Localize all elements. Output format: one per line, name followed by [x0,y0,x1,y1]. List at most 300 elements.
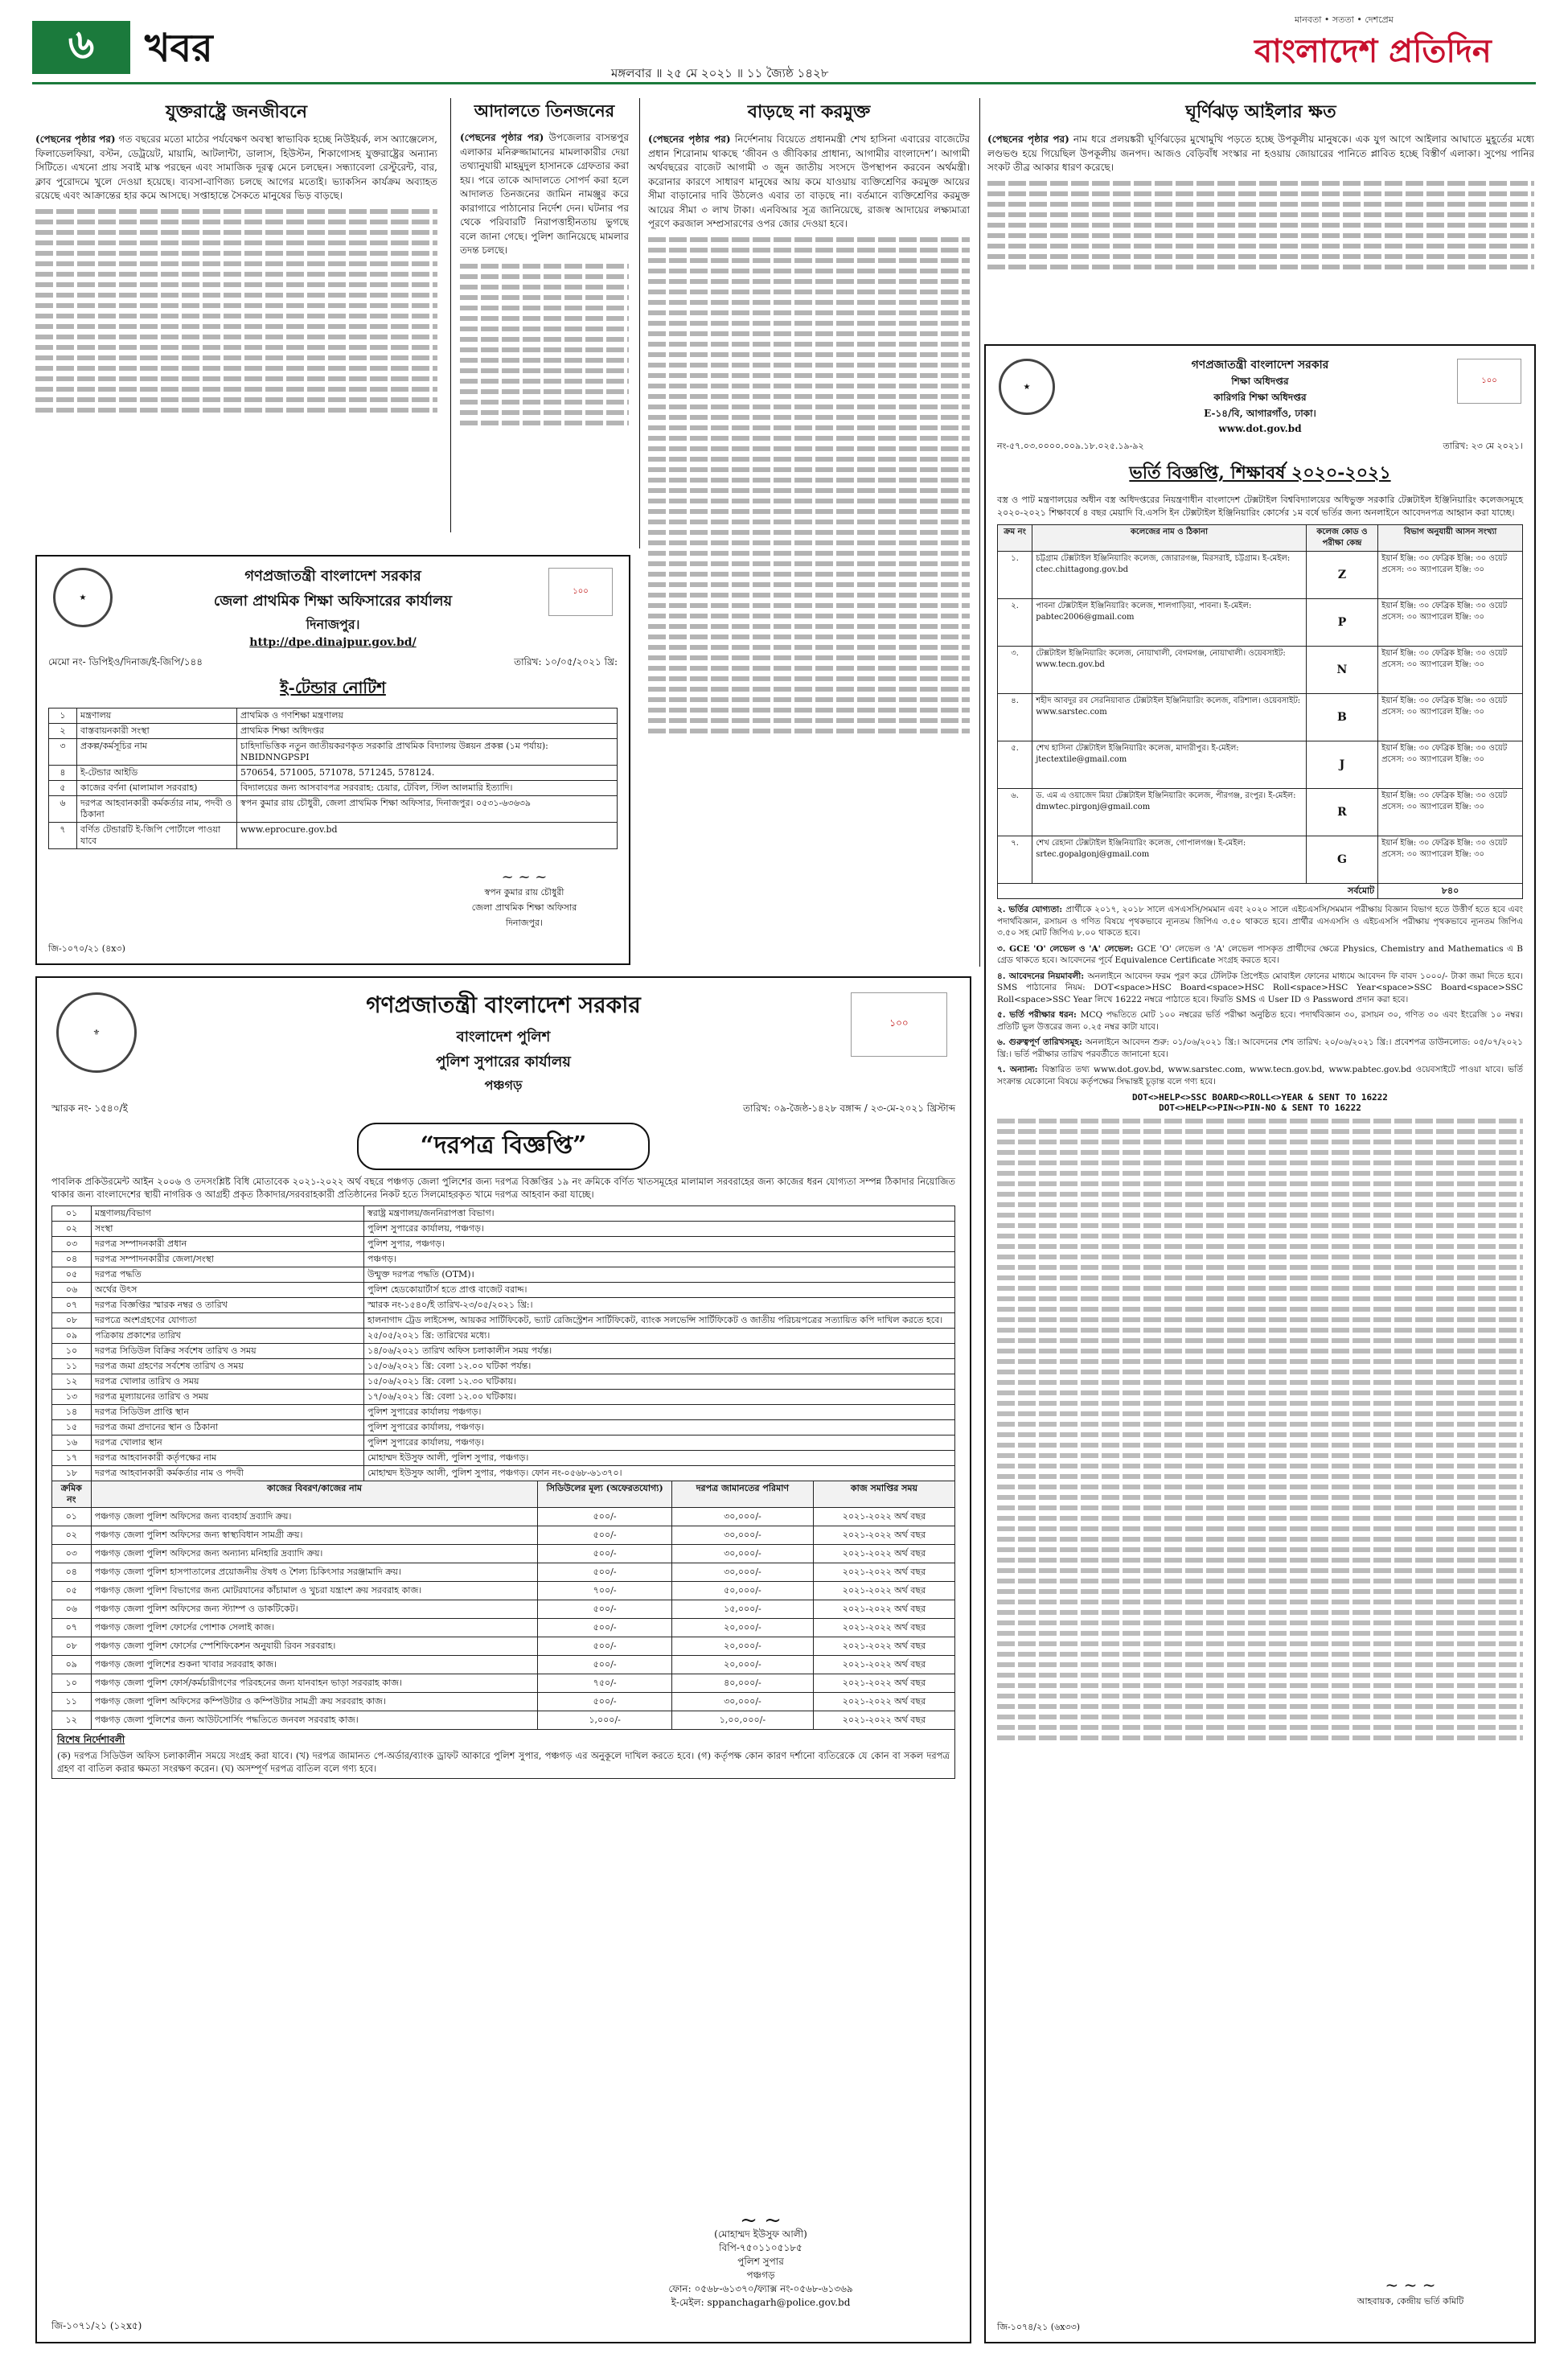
row-number: ৩ [49,739,77,766]
article-continuation [648,237,970,733]
notice-date: তারিখ: ০৯-জৈষ্ঠ-১৪২৮ বঙ্গাব্দ / ২৩-মে-২০২১ খ্রিস্টাব্দ [743,1103,955,1114]
section-heading: ৭. অন্যান্য: [997,1065,1042,1074]
row-value: প্রাথমিক শিক্ষা অধিদপ্তর [237,724,618,739]
row-number: ৬ [49,796,77,823]
row-number: ০৯ [52,1329,92,1344]
item-description: পঞ্চগড় জেলা পুলিশের শুকনা খাবার সরবরাহ কাজ। [91,1656,538,1674]
total-value: ৮৪০ [1378,884,1523,899]
police-seal-icon: ⚜ [56,992,137,1073]
section-title: খবর [145,26,213,71]
security-amount: ৩০,০০০/- [671,1508,813,1526]
section-heading: ২. ভর্তির যোগ্যতা: [997,905,1066,914]
row-number: ১৬ [52,1435,92,1451]
college-code: G [1306,836,1377,884]
article-aila [987,98,1534,331]
row-number: ০৬ [52,1283,92,1298]
security-amount: ১৫,০০০/- [671,1600,813,1619]
table-row [52,1451,955,1466]
row-value: www.eprocure.gov.bd [237,823,618,849]
ad-code: জি-১০৭১/২১ (১২x৫) [51,2320,142,2331]
article-usa [35,98,437,532]
row-label: দরপত্র পদ্ধতি [92,1267,364,1283]
row-number: ১০ [52,1344,92,1359]
schedule-price: ৭০০/- [538,1582,672,1600]
item-number: ০৬ [52,1600,92,1619]
seat-distribution: ইয়ার্ন ইঞ্জি: ৩০ ফেব্রিক ইঞ্জি: ৩০ ওয়েট প্রসেস: ৩০ অ্যাপারেল ইঞ্জি: ৩০ [1378,789,1523,836]
notice-intro: পাবলিক প্রকিউরমেন্ট আইন ২০০৬ ও তদসংশ্লিষ্ট বিধি মোতাবেক ২০২১-২০২২ অর্থ বছরে পঞ্চগড় জেলা পুলিশের জন্য দরপত্র বিজ্ঞপ্তির ১৯ নং ক্রমিকে বর্ণিত খাতসমূহের মালামাল সরবরাহের জন্য কাজের ধরন যোগ্যতা সম্পন্ন ঠিকাদার নিয়োজিত থাকার জন্য বাংলাদেশের স্থায়ী নাগরিক ও আগ্রহী প্রকৃত ঠিকাদার/সরবরাহকারী প্রতিষ্ঠানের নিকট হতে সিলমোহরকৃত খামে দরপত্র আহবান করা যাচ্ছে। [51,1176,955,1200]
item-number: ০২ [52,1526,92,1545]
row-label: দরপত্র আহবানকারী কর্তৃপক্ষের নাম [92,1451,364,1466]
tender-info-table [51,1205,955,1481]
row-label: ই-টেন্ডার আইডি [77,766,237,781]
row-label: দরপত্র সম্পাদনকারীর জেলা/সংস্থা [92,1252,364,1267]
college-code: N [1306,647,1377,694]
seat-distribution: ইয়ার্ন ইঞ্জি: ৩০ ফেব্রিক ইঞ্জি: ৩০ ওয়েট প্রসেস: ৩০ অ্যাপারেল ইঞ্জি: ৩০ [1378,741,1523,789]
security-amount: ১,০০,০০০/- [671,1711,813,1730]
memo-number: স্মারক নং- ১৫৪০/ই [51,1103,128,1114]
row-label: অর্থের উৎস [92,1283,364,1298]
table-row [49,823,618,849]
section-text: বিস্তারিত তথ্য www.dot.gov.bd, www.sarstec.com, www.tecn.gov.bd, www.pabtec.gov.bd ওয়েবসাইটে পাওয়া যাবে। ভর্তি সংক্রান্ত যেকোনো বিষয়ে কর্তৃপক্ষের সিদ্ধান্তই চূড়ান্ত বলে গণ্য হবে। [997,1065,1523,1086]
masthead-tagline: মানবতা • সততা • দেশপ্রেম [1295,14,1394,25]
table-row [49,766,618,781]
college-name: পাবনা টেক্সটাইল ইঞ্জিনিয়ারিং কলেজ, শালগাড়িয়া, পাবনা। ই-মেইল: pabtec2006@gmail.com [1032,599,1307,647]
table-row [52,1374,955,1390]
completion-period: ২০২১-২০২২ অর্থ বছর [813,1563,954,1582]
article-title: ঘূর্ণিঝড় আইলার ক্ষত [1185,101,1336,122]
row-label: প্রকল্প/কর্মসূচির নাম [77,739,237,766]
item-description: পঞ্চগড় জেলা পুলিশ অফিসের কম্পিউটার ও কম্পিউটার সামগ্রী ক্রয় সরবরাহ কাজ। [91,1693,538,1711]
govt-seal-icon: ★ [53,568,113,627]
row-value: ১৫/০৬/২০২১ খ্রি: বেলা ১২.৩০ ঘটিকায়। [364,1374,955,1390]
row-number: ০৮ [52,1313,92,1329]
item-description: পঞ্চগড় জেলা পুলিশ বিভাগের জন্য মোটরযানের কাঁচামাল ও খুচরা যন্ত্রাংশ ক্রয় সরবরাহ কাজ। [91,1582,538,1600]
schedule-price: ৫০০/- [538,1600,672,1619]
completion-period: ২০২১-২০২২ অর্থ বছর [813,1674,954,1693]
college-name: ড. এম এ ওয়াজেদ মিয়া টেক্সটাইল ইঞ্জিনিয়ারিং কলেজ, পীরগঞ্জ, রংপুর। ই-মেইল: dmwtec.pirgonj@gmail.com [1032,789,1307,836]
admission-section [997,904,1523,939]
notice-title: ভর্তি বিজ্ঞপ্তি, শিক্ষাবর্ষ ২০২০-২০২১ [1129,462,1391,483]
row-value: ১৫/০৬/২০২১ খ্রি: বেলা ১২.০০ ঘটিকা পর্যন্ত। [364,1359,955,1374]
college-code: P [1306,599,1377,647]
security-amount: ৩০,০০০/- [671,1693,813,1711]
table-row [52,1237,955,1252]
table-row [52,1405,955,1420]
row-value: ১৭/০৬/২০২১ খ্রি: বেলা ১২.০০ ঘটিকায়। [364,1390,955,1405]
college-code: J [1306,741,1377,789]
signature: ~ ~ ~ স্বপন কুমার রায় চৌধুরী জেলা প্রাথমিক শিক্ষা অফিসার দিনাজপুর। [444,869,605,931]
college-name: শহীদ আবদুর রব সেরনিয়াবাত টেক্সটাইল ইঞ্জিনিয়ারিং কলেজ, বরিশাল। ওয়েবসাইট: www.sarstec.com [1032,694,1307,741]
column-header: দরপত্র জামানতের পরিমাণ [671,1481,813,1508]
row-value: স্বরাষ্ট্র মন্ত্রণালয়/জননিরাপত্তা বিভাগ। [364,1206,955,1222]
table-row [52,1508,955,1526]
column-divider [450,98,451,532]
police-name: বাংলাদেশ পুলিশ [456,1029,551,1045]
article-title: আদালতে তিনজনের [474,101,615,121]
notice-title: “দরপত্র বিজ্ঞপ্তি” [357,1123,650,1170]
table-row [52,1582,955,1600]
mujib-logo-icon: ১০০ [851,992,947,1057]
schedule-price: ৫০০/- [538,1619,672,1637]
article-lead: (পেছনের পৃষ্ঠার পর) [987,133,1069,145]
college-number: ৪. [998,694,1032,741]
signer-title: পুলিশ সুপার [737,2256,784,2267]
notice-title: ই-টেন্ডার নোটিশ [280,678,386,697]
row-label: দরপত্রে অংশগ্রহণের যোগ্যতা [92,1313,364,1329]
mujib-logo-icon: ১০০ [548,568,613,616]
row-number: ০৪ [52,1252,92,1267]
table-row [998,647,1523,694]
row-number: ১৮ [52,1466,92,1481]
column-header: কাজের বিবরণ/কাজের নাম [91,1481,538,1508]
college-name: শেখ হাসিনা টেক্সটাইল ইঞ্জিনিয়ারিং কলেজ, মাদারীপুর। ই-মেইল: jtectextile@gmail.com [1032,741,1307,789]
table-row [52,1674,955,1693]
article-body: গত বছরের মতো মাঠের পর্যবেক্ষণ অবস্থা স্বাভাবিক হচ্ছে নিউইয়র্ক, লস অ্যাঞ্জেলেস, ফিলাডেলফিয়া, বস্টন, ডেট্রয়েট, মায়ামি, আটলান্টা, ডালাস, হিউস্টন, শিকাগোসহ যুক্তরাষ্ট্রের অন্যান্য সিটিতে। এখনো প্রায় সবাই মাস্ক পরছেন এবং সামাজিক দূরত্ব মেনে চলছেন। সন্ধ্যাবেলা রেস্টুরেন্ট, বার, ক্লাব পুরোদমে খুলে দেওয়া হয়েছে। ব্যবসা-বাণিজ্য চলছে আগের মতোই। ভ্যাকসিন কার্যক্রম অব্যাহত রয়েছে এবং আক্রান্তের হার কমে আসছে। সপ্তাহান্তে সৈকতে মানুষের ভিড় বাড়ছে। [35,133,437,201]
college-number: ১. [998,552,1032,599]
section-text: MCQ পদ্ধতিতে মোট ১০০ নম্বরের ভর্তি পরীক্ষা অনুষ্ঠিত হবে। পদার্থবিজ্ঞান ৩০, রসায়ন ৩০, গণিত ৩০ এবং ইংরেজি ১০ নম্বর। প্রতিটি ভুল উত্তরের জন্য ০.২৫ নম্বর কাটা যাবে। [997,1010,1523,1032]
college-table [997,524,1523,899]
govt-name: গণপ্রজাতন্ত্রী বাংলাদেশ সরকার [244,568,421,585]
admission-section [997,1037,1523,1060]
row-value: হালনাগাদ ট্রেড লাইসেন্স, আয়কর সার্টিফিকেট, ভ্যাট রেজিস্ট্রেশন সার্টিফিকেট, ব্যাংক সলভেন্সি সার্টিফিকেট ও জাতীয় পরিচয়পত্রের সত্যায়িত কপি দাখিল করতে হবে। [364,1313,955,1329]
article-continuation [460,264,629,425]
schedule-price: ৫০০/- [538,1508,672,1526]
college-number: ৫. [998,741,1032,789]
column-header: কলেজ কোড ও পরীক্ষা কেন্দ্র [1306,525,1377,552]
completion-period: ২০২১-২০২২ অর্থ বছর [813,1656,954,1674]
row-label: দরপত্র সিডিউল বিক্রির সর্বশেষ তারিখ ও সময় [92,1344,364,1359]
item-number: ০৮ [52,1637,92,1656]
section-heading: ৩. GCE 'O' লেভেল ও 'A' লেভেল: [997,943,1137,954]
college-code: Z [1306,552,1377,599]
table-header-row [52,1481,955,1508]
sms-instruction-2: DOT<>HELP<>PIN<>PIN-NO & SENT TO 16222 [1159,1103,1361,1113]
row-value: স্মারক নং-১৫৪০/ই তারিখ-২৩/০৫/২০২১ খ্রি:। [364,1298,955,1313]
table-row [49,781,618,796]
column-header: সিডিউলের মূল্য (অফেরতযোগ্য) [538,1481,672,1508]
table-row [52,1252,955,1267]
ad-code: জি-১০৭৪/২১ (৬x৩৩) [997,2322,1081,2332]
college-number: ২. [998,599,1032,647]
row-label: পত্রিকায় প্রকাশের তারিখ [92,1329,364,1344]
office-name: শিক্ষা অধিদপ্তর [1231,376,1289,387]
table-row [52,1206,955,1222]
completion-period: ২০২১-২০২২ অর্থ বছর [813,1508,954,1526]
office-website[interactable]: www.dot.gov.bd [1218,423,1302,434]
table-row [998,694,1523,741]
govt-name: গণপ্রজাতন্ত্রী বাংলাদেশ সরকার [366,992,641,1018]
district-name: দিনাজপুর। [306,617,360,632]
completion-period: ২০২১-২০২২ অর্থ বছর [813,1711,954,1730]
row-number: ০৫ [52,1267,92,1283]
item-description: পঞ্চগড় জেলা পুলিশ অফিসের জন্য স্বাস্থ্যবিধান সামগ্রী ক্রয়। [91,1526,538,1545]
college-number: ৬. [998,789,1032,836]
article-court [460,98,629,548]
table-row [998,789,1523,836]
header-rule [32,82,1536,84]
item-description: পঞ্চগড় জেলা পুলিশ অফিসের জন্য স্ট্যাম্প ও ডাকটিকেট। [91,1600,538,1619]
article-tax [648,98,970,967]
row-number: ০৩ [52,1237,92,1252]
item-description: পঞ্চগড় জেলা পুলিশ হাসপাতালের প্রয়োজনীয় ঔষধ ও শৈল্য চিকিৎসার সরঞ্জামাদি ক্রয়। [91,1563,538,1582]
item-number: ১০ [52,1674,92,1693]
security-amount: ৩০,০০০/- [671,1563,813,1582]
table-row [49,724,618,739]
row-label: দরপত্র আহবানকারী কর্মকর্তার নাম ও পদবী [92,1466,364,1481]
row-number: ১৩ [52,1390,92,1405]
section-text: GCE 'O' লেভেল ও 'A' লেভেল পাসকৃত প্রার্থীদের ক্ষেত্রে Physics, Chemistry and Mathematics এ B গ্রেড থাকতে হবে। আবেদনের পূর্বে Equivalence Certificate সংগ্রহ করতে হবে। [997,943,1523,965]
article-title: যুক্তরাষ্ট্রে জনজীবনে [165,101,308,122]
column-header: ক্রম নং [998,525,1032,552]
admission-sections [997,904,1523,1087]
row-label: দরপত্র খোলার স্থান [92,1435,364,1451]
admission-section [997,1009,1523,1033]
college-number: ৭. [998,836,1032,884]
row-value: 570654, 571005, 571078, 571245, 578124. [237,766,618,781]
govt-seal-icon: ★ [999,359,1055,415]
table-row [52,1359,955,1374]
fine-print [997,1119,1523,1740]
row-label: দরপত্র খোলার তারিখ ও সময় [92,1374,364,1390]
board-name: কারিগরি শিক্ষা অধিদপ্তর [1213,392,1307,403]
security-amount: ২০,০০০/- [671,1637,813,1656]
item-number: ০৫ [52,1582,92,1600]
table-row [52,1637,955,1656]
article-body: উপজেলার বাসন্তপুর এলাকার মনিরুজ্জামানের মামলাকারীর দেয়া তথ্যানুযায়ী মাহমুদুল হাসানকে গ্রেফতার করা হয়। পরে তাকে আদালতে সোপর্দ করা হলে আদালত তিনজনের জামিন নামঞ্জুর করে কারাগারে পাঠানোর নির্দেশ দেন। ঘটনার পর থেকে পরিবারটি নিরাপত্তাহীনতায় ভুগছে বলে জানা গেছে। পুলিশ জানিয়েছে মামলার তদন্ত চলছে। [460,132,629,256]
row-label: মন্ত্রণালয়/বিভাগ [92,1206,364,1222]
seat-distribution: ইয়ার্ন ইঞ্জি: ৩০ ফেব্রিক ইঞ্জি: ৩০ ওয়েট প্রসেস: ৩০ অ্যাপারেল ইঞ্জি: ৩০ [1378,599,1523,647]
item-description: পঞ্চগড় জেলা পুলিশ অফিসের জন্য অন্যান্য মনিহারি দ্রব্যাদি ক্রয়। [91,1545,538,1563]
row-label: বাস্তবায়নকারী সংস্থা [77,724,237,739]
row-number: ২ [49,724,77,739]
office-name: জেলা প্রাথমিক শিক্ষা অফিসারের কার্যালয় [213,593,453,610]
article-lead: (পেছনের পৃষ্ঠার পর) [460,132,544,143]
row-number: ৪ [49,766,77,781]
tender-table [48,708,618,849]
table-header-row [998,525,1523,552]
table-row [52,1390,955,1405]
completion-period: ২০২১-২০২২ অর্থ বছর [813,1693,954,1711]
college-code: R [1306,789,1377,836]
signer-email[interactable]: ই-মেইল: sppanchagarh@police.gov.bd [671,2297,851,2308]
row-label: কাজের বর্ণনা (মালামাল সরবরাহ) [77,781,237,796]
column-header: ক্রমিক নং [52,1481,92,1508]
row-number: ০২ [52,1222,92,1237]
security-amount: ২০,০০০/- [671,1656,813,1674]
item-number: ০৩ [52,1545,92,1563]
completion-period: ২০২১-২০২২ অর্থ বছর [813,1582,954,1600]
row-value: ১৪/০৬/২০২১ তারিখ অফিস চলাকালীন সময় পর্যন্ত। [364,1344,955,1359]
row-label: দরপত্র বিজ্ঞপ্তির স্মারক নম্বর ও তারিখ [92,1298,364,1313]
row-label: মন্ত্রণালয় [77,709,237,724]
memo-number: মেমো নং- ডিপিইও/দিনাজ/ই-জিপি/১৪৪ [48,656,203,667]
article-continuation [987,181,1534,269]
article-lead: (পেছনের পৃষ্ঠার পর) [35,133,116,145]
admission-notice [984,344,1536,2343]
notice-date: তারিখ: ১০/০৫/২০২১ খ্রি: [514,656,618,667]
security-amount: ৩০,০০০/- [671,1526,813,1545]
row-value: পুলিশ সুপারের কার্যালয় পঞ্চগড়। [364,1405,955,1420]
row-number: ৫ [49,781,77,796]
item-number: ০৭ [52,1619,92,1637]
table-row [52,1222,955,1237]
table-row [52,1600,955,1619]
tender-items-table [51,1481,955,1730]
item-number: ১২ [52,1711,92,1730]
table-row [52,1693,955,1711]
office-url[interactable]: http://dpe.dinajpur.gov.bd/ [249,636,417,649]
signer-name: (মোহাম্মদ ইউসুফ আলী) [714,2228,807,2240]
schedule-price: ৫০০/- [538,1545,672,1563]
office-address: E-১৪/বি, আগারগাঁও, ঢাকা। [1204,408,1316,419]
column-header: কলেজের নাম ও ঠিকানা [1032,525,1307,552]
table-row [52,1711,955,1730]
row-label: দরপত্র মূল্যায়নের তারিখ ও সময় [92,1390,364,1405]
table-row [52,1344,955,1359]
row-number: ০৭ [52,1298,92,1313]
table-row [49,796,618,823]
row-value: পুলিশ সুপারের কার্যালয়, পঞ্চগড়। [364,1435,955,1451]
row-value: স্বপন কুমার রায় চৌধুরী, জেলা প্রাথমিক শিক্ষা অফিসার, দিনাজপুর। ০৫৩১-৬৩৬৩৯ [237,796,618,823]
table-row [52,1298,955,1313]
schedule-price: ৫০০/- [538,1656,672,1674]
table-row [52,1283,955,1298]
item-number: ০৯ [52,1656,92,1674]
article-body: নাম ধরে প্রলয়ঙ্করী ঘূর্ণিঝড়ের মুখোমুখি পড়তে হচ্ছে উপকূলীয় মানুষকে। এক যুগ আগে আইলার আঘাতে মুহূর্তের মধ্যে লণ্ডভণ্ড হয়ে গিয়েছিল উপকূলীয় জনপদ। আজও বেড়িবাঁধ সংস্কার না হওয়ায় জোয়ারের পানিতে প্লাবিত হচ্ছে বিস্তীর্ণ এলাকা। সুপেয় পানির সংকট তীব্র আকার ধারণ করেছে। [987,133,1534,173]
seat-distribution: ইয়ার্ন ইঞ্জি: ৩০ ফেব্রিক ইঞ্জি: ৩০ ওয়েট প্রসেস: ৩০ অ্যাপারেল ইঞ্জি: ৩০ [1378,552,1523,599]
table-row [52,1619,955,1637]
item-description: পঞ্চগড় জেলা পুলিশ ফোর্সের পোশাক সেলাই কাজ। [91,1619,538,1637]
row-value: চাহিদাভিত্তিক নতুন জাতীয়করণকৃত সরকারি প্রাথমিক বিদ্যালয় উন্নয়ন প্রকল্প (১ম পর্যায়): NBIDNNGPSPI [237,739,618,766]
signer-place: পঞ্চগড় [746,2269,775,2281]
table-row [52,1545,955,1563]
memo-number: নং-৫৭.০৩.০০০০.০০৯.১৮.০২৫.১৯-৯২ [997,441,1144,451]
item-number: ০১ [52,1508,92,1526]
row-number: ১১ [52,1359,92,1374]
row-number: ১৪ [52,1405,92,1420]
row-number: ১৫ [52,1420,92,1435]
security-amount: ২০,০০০/- [671,1619,813,1637]
issue-date: মঙ্গলবার ॥ ২৫ মে ২০২১ ॥ ১১ জ্যৈষ্ঠ ১৪২৮ [611,66,829,80]
signer-place: দিনাজপুর। [506,918,543,928]
row-value: উন্মুক্ত দরপত্র পদ্ধতি (OTM)। [364,1267,955,1283]
row-label: সংস্থা [92,1222,364,1237]
item-description: পঞ্চগড় জেলা পুলিশ অফিসের জন্য ব্যবহার্য দ্রব্যাদি ক্রয়। [91,1508,538,1526]
signer-phone: ফোন: ০৫৬৮-৬১৩৭০/ফ্যাক্স নং-০৫৬৮-৬১৩৬৯ [668,2283,853,2294]
row-label: দরপত্র সম্পাদনকারী প্রধান [92,1237,364,1252]
signature: ~ ~ ~ আহবায়ক, কেন্দ্রীয় ভর্তি কমিটি [1306,2275,1515,2310]
item-number: ১১ [52,1693,92,1711]
police-tender-notice [35,976,971,2343]
security-amount: ৫০,০০০/- [671,1582,813,1600]
row-label: দরপত্র আহবানকারী কর্মকর্তার নাম, পদবী ও ঠিকানা [77,796,237,823]
mujib-logo-icon: ১০০ [1457,359,1521,404]
article-title: বাড়ছে না করমুক্ত [747,101,871,122]
special-instructions: (ক) দরপত্র সিডিউল অফিস চলাকালীন সময়ে সংগ্রহ করা যাবে। (খ) দরপত্র জামানত পে-অর্ডার/ব্যাংক ড্রাফট আকারে পুলিশ সুপার, পঞ্চগড় এর অনুকূলে দাখিল করতে হবে। (গ) কর্তৃপক্ষ কোন কারণ দর্শানো ব্যতিরেকে যে কোন বা সকল দরপত্র গ্রহণ বা বাতিল করার ক্ষমতা সংরক্ষণ করেন। (ঘ) অসম্পূর্ণ দরপত্র বাতিল বলে গণ্য হবে। [57,1750,950,1774]
masthead-logo: বাংলাদেশ প্রতিদিন [1254,33,1492,70]
table-row [998,836,1523,884]
table-row [998,599,1523,647]
item-number: ০৪ [52,1563,92,1582]
row-label: দরপত্র জমা গ্রহণের সর্বশেষ তারিখ ও সময় [92,1359,364,1374]
row-value: মোহাম্মদ ইউসুফ আলী, পুলিশ সুপার, পঞ্চগড়। ফোন নং-০৫৬৮-৬১৩৭০। [364,1466,955,1481]
row-label: দরপত্র জমা প্রদানের স্থান ও ঠিকানা [92,1420,364,1435]
row-value: পুলিশ সুপারের কার্যালয়, পঞ্চগড়। [364,1222,955,1237]
ad-code: জি-১০৭০/২১ (৪x৩) [48,943,125,954]
article-lead: (পেছনের পৃষ্ঠার পর) [648,133,731,145]
completion-period: ২০২১-২০২২ অর্থ বছর [813,1545,954,1563]
column-header: কাজ সমাপ্তির সময় [813,1481,954,1508]
seat-distribution: ইয়ার্ন ইঞ্জি: ৩০ ফেব্রিক ইঞ্জি: ৩০ ওয়েট প্রসেস: ৩০ অ্যাপারেল ইঞ্জি: ৩০ [1378,647,1523,694]
row-value: পুলিশ সুপারের কার্যালয়, পঞ্চগড়। [364,1420,955,1435]
table-row [52,1267,955,1283]
schedule-price: ৫০০/- [538,1563,672,1582]
row-value: পঞ্চগড়। [364,1252,955,1267]
completion-period: ২০২১-২০২২ অর্থ বছর [813,1526,954,1545]
table-row [52,1563,955,1582]
section-text: অনলাইনে আবেদন ফরম পূরণ করে টেলিটক প্রিপেইড মোবাইল ফোনের মাধ্যমে আবেদন ফি বাবদ ১০০০/- টাকা জমা দিতে হবে। SMS পাঠানোর নিয়ম: DOT<space>HSC Board<space>HSC Roll<space>HSC Year<space>SSC Board<space>SSC Roll<space>SSC Year লিখে 16222 নম্বরে পাঠাতে হবে। ফিরতি SMS এ User ID ও Password প্রদান করা হবে। [997,971,1523,1004]
special-instructions-title: বিশেষ নির্দেশাবলী [57,1734,125,1745]
table-row [52,1435,955,1451]
table-row [52,1313,955,1329]
row-number: ১৭ [52,1451,92,1466]
schedule-price: ৭৫০/- [538,1674,672,1693]
notice-intro: বস্ত্র ও পাট মন্ত্রণালয়ের অধীন বস্ত্র অধিদপ্তরের নিয়ন্ত্রণাধীন বাংলাদেশ টেক্সটাইল বিশ্ববিদ্যালয়ের অধিভুক্ত সরকারি টেক্সটাইল ইঞ্জিনিয়ারিং কলেজসমূহে ২০২০-২০২১ শিক্ষাবর্ষে ৪ বছর মেয়াদি বি.এসসি ইন টেক্সটাইল ইঞ্জিনিয়ারিং কোর্সের ১ম বর্ষে ভর্তির জন্য অনলাইনে আবেদনপত্র আহ্বান করা যাচ্ছে। [997,495,1523,518]
column-header: বিভাগ অনুযায়ী আসন সংখ্যা [1378,525,1523,552]
row-number: ০১ [52,1206,92,1222]
row-label: দরপত্র সিডিউল প্রাপ্তি স্থান [92,1405,364,1420]
row-value: বিদ্যালয়ের জন্য আসবাবপত্র সরবরাহ: চেয়ার, টেবিল, স্টিল আলমারি ইত্যাদি। [237,781,618,796]
seat-distribution: ইয়ার্ন ইঞ্জি: ৩০ ফেব্রিক ইঞ্জি: ৩০ ওয়েট প্রসেস: ৩০ অ্যাপারেল ইঞ্জি: ৩০ [1378,836,1523,884]
schedule-price: ১,০০০/- [538,1711,672,1730]
completion-period: ২০২১-২০২২ অর্থ বছর [813,1619,954,1637]
total-label: সর্বমোট [998,884,1378,899]
admission-section [997,943,1523,967]
column-divider [639,98,640,548]
signer-name: স্বপন কুমার রায় চৌধুরী [484,887,564,897]
admission-section [997,1064,1523,1087]
completion-period: ২০২১-২০২২ অর্থ বছর [813,1600,954,1619]
column-divider [979,98,980,967]
section-heading: ৪. আবেদনের নিয়মাবলী: [997,971,1088,981]
govt-name: গণপ্রজাতন্ত্রী বাংলাদেশ সরকার [1191,359,1329,372]
college-name: শেখ রেহানা টেক্সটাইল ইঞ্জিনিয়ারিং কলেজ, গোপালগঞ্জ। ই-মেইল: srtec.gopalgonj@gmail.com [1032,836,1307,884]
table-row [52,1656,955,1674]
article-continuation [35,209,437,413]
office-place: পঞ্চগড় [484,1078,523,1093]
sms-instruction-1: DOT<>HELP<>SSC BOARD<>ROLL<>YEAR & SENT TO 16222 [1132,1092,1388,1103]
table-row [52,1329,955,1344]
row-value: পুলিশ হেডকোয়ার্টার্স হতে প্রাপ্ত বাজেট বরাদ্দ। [364,1283,955,1298]
table-row [49,739,618,766]
college-name: টেক্সটাইল ইঞ্জিনিয়ারিং কলেজ, নোয়াখালী, বেগমগঞ্জ, নোয়াখালী। ওয়েবসাইট: www.tecn.gov.bd [1032,647,1307,694]
signer-title: আহবায়ক, কেন্দ্রীয় ভর্তি কমিটি [1357,2296,1464,2306]
page-header [32,8,1536,88]
item-description: পঞ্চগড় জেলা পুলিশের জন্য আউটসোর্সিং পদ্ধতিতে জনবল সরবরাহ কাজ। [91,1711,538,1730]
row-value: পুলিশ সুপার, পঞ্চগড়। [364,1237,955,1252]
college-name: চট্টগ্রাম টেক্সটাইল ইঞ্জিনিয়ারিং কলেজ, জোরারগঞ্জ, মিরসরাই, চট্টগ্রাম। ই-মেইল: ctec.chittagong.gov.bd [1032,552,1307,599]
signature: ~ ~ (মোহাম্মদ ইউসুফ আলী) বিপি-৭৫০১১০৫১৮৫ পুলিশ সুপার পঞ্চগড় ফোন: ০৫৬৮-৬১৩৭০/ফ্যাক্স নং-০৫৬৮-৬১৩৬৯ ই-মেইল: sppanchagarh@police.gov.bd [632,2214,889,2310]
row-number: ১২ [52,1374,92,1390]
security-amount: ৪০,০০০/- [671,1674,813,1693]
schedule-price: ৫০০/- [538,1637,672,1656]
e-tender-notice [35,555,630,965]
row-value: প্রাথমিক ও গণশিক্ষা মন্ত্রণালয় [237,709,618,724]
table-row [998,741,1523,789]
signer-title: জেলা প্রাথমিক শিক্ষা অফিসার [471,902,577,913]
table-row [52,1526,955,1545]
total-row [998,884,1523,899]
